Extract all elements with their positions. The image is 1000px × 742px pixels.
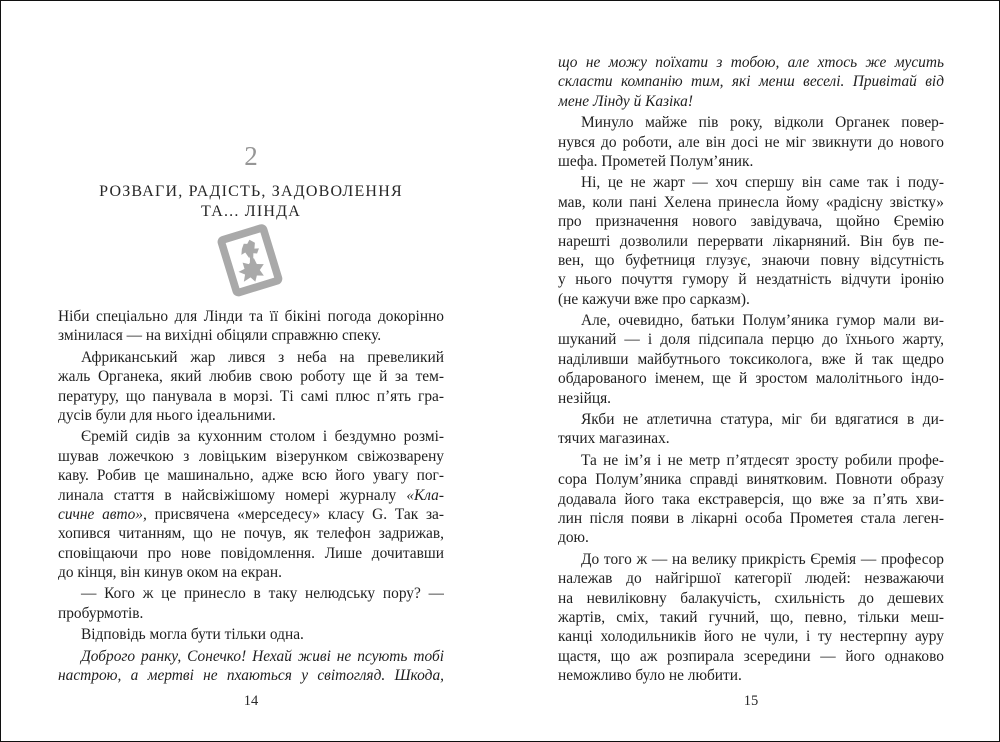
text-line: тячих магазинах. — [558, 430, 670, 448]
page-number-right: 15 — [743, 693, 759, 709]
text-line: шуканий — і доля підсипала перцю до їхнього жарту, — [558, 331, 944, 349]
text-line: Відповідь могла бути тільки одна. — [81, 626, 304, 644]
text-line: Єремій сидів за кухонним столом і бездумно розмі- — [81, 428, 444, 446]
text-line: сповіщаючи про нове повідомлення. Лише дочитавши — [58, 544, 444, 562]
chapter-title-line-2: ТА... ЛІНДА — [201, 203, 301, 220]
chapter-title — [58, 182, 444, 222]
text-line: що не можу поїхати з тобою, але хтось же мусить — [558, 54, 944, 71]
text-line: (не кажучи вже про сарказм). — [558, 290, 750, 308]
paragraph — [558, 410, 944, 449]
text-line: обдарованого іменем, ще й зростом малолітнього індо- — [558, 370, 944, 388]
text-line: Африканський жар лився з неба на превеликий — [81, 348, 444, 366]
text-line: — Кого ж це принесло в таку нелюдську пору? — — [81, 585, 444, 603]
text-line: лин після появи в лікарні особа Прометея стала леген- — [558, 509, 944, 527]
text-line: дою. — [558, 529, 589, 547]
text-line: у нього почуття гумору й нездатність відчути іронію — [558, 271, 944, 289]
text-line: вен, що буфетниця глузує, знаючи повну відсутність — [558, 251, 944, 269]
text-line: Ніби спеціально для Лінди та її бікіні погода докорінно — [58, 308, 444, 325]
text-line: хопився читанням, що не почув, як телефон задрижав, — [58, 525, 444, 543]
text-line: неможливо було не любити. — [558, 667, 742, 685]
stamp-ornament-icon — [214, 225, 288, 295]
text-line: щастя, що аж розпирала зсередини — його однаково — [558, 647, 944, 665]
text-line: шував ложечкою з ловіцьким візерунком свіжозварену — [58, 447, 444, 465]
paragraph — [58, 348, 444, 426]
text-line: До того ж — на велику прикрість Єремія — професор — [581, 550, 944, 568]
text-line: Минуло майже пів року, відколи Органек повер- — [581, 114, 944, 132]
text-line: на невиліковну балакучість, схильність до дешевих — [558, 589, 944, 607]
text-line: Ні, це не жарт — хоч спершу він саме так і поду- — [581, 174, 944, 192]
paragraph — [58, 307, 444, 346]
page-left-body — [58, 307, 444, 685]
chapter-title-line-1: РОЗВАГИ, РАДІСТЬ, ЗАДОВОЛЕННЯ — [99, 183, 403, 200]
text-line: мав, коли пані Хелена принесла йому «радісну звістку» — [558, 193, 944, 211]
text-line: належав до найгіршої категорії людей: незважаючи — [558, 570, 944, 588]
page-left — [58, 1, 444, 742]
page-right-body — [558, 53, 944, 686]
text-line: про призначення нового завідувача, щойно Єремію — [558, 213, 944, 231]
paragraph — [58, 427, 444, 582]
paragraph — [558, 113, 944, 171]
text-line: пературу, що панувала в морзі. Ті самі плюс п’ять гра- — [58, 387, 444, 405]
text-line: змінилася — на вихідні обіцяли справжню спеку. — [58, 327, 382, 345]
chapter-number: 2 — [244, 141, 258, 171]
paragraph — [558, 311, 944, 408]
text-line: пробурмотів. — [58, 604, 144, 622]
text-line: наділивши майбутнього токсиколога, вже й так щедро — [558, 350, 944, 368]
text-line: скласти компанію тим, які менш веселі. Привітай від — [558, 73, 944, 91]
text-line: Та не ім’я і не метр п’ятдесят зросту робили профе- — [581, 451, 944, 469]
paragraph — [58, 625, 444, 644]
paragraph — [558, 53, 944, 111]
text-line: линала стаття в найсвіжішому номері журналу «Кла- — [58, 486, 444, 504]
paragraph — [58, 584, 444, 623]
text-line: настрою, а мертві не пхаються у світогляд. Шкода, — [58, 667, 444, 685]
text-line: нарешті дозволили перервати лікарняний. Він був пе- — [558, 232, 944, 250]
paragraph — [558, 451, 944, 548]
text-line: жартів, сміх, такий гучний, що, певно, тільки меш- — [558, 608, 944, 626]
page-right — [558, 1, 944, 742]
page-number-left: 14 — [243, 693, 259, 709]
text-line: шефа. Прометей Полум’яник. — [558, 152, 754, 170]
text-line: до кінця, він кинув оком на екран. — [58, 564, 282, 582]
text-line: канці холодильників його не чули, і ту нестерпну ауру — [558, 628, 944, 646]
text-line: сора Полум’яника справді винятковим. Повноти образу — [558, 471, 944, 489]
paragraph — [558, 550, 944, 686]
paragraph — [58, 647, 444, 686]
text-line: жаль Органека, який любив свою роботу ще й за тем- — [58, 368, 444, 386]
text-line: Але, очевидно, батьки Полум’яника гумор мали ви- — [581, 312, 944, 330]
text-line: сичне авто», присвячена «мерседесу» класу G. Так за- — [58, 505, 444, 523]
text-line: нувся до роботи, але він досі не міг звикнути до нового — [558, 133, 944, 151]
text-line: мене Лінду й Казіка! — [558, 92, 693, 110]
text-line: незійця. — [558, 389, 612, 407]
paragraph — [558, 173, 944, 309]
text-line: Доброго ранку, Сонечко! Нехай живі не псують тобі — [81, 647, 444, 665]
text-line: каву. Робив це машинально, адже всю його увагу пог- — [58, 467, 444, 485]
text-line: Якби не атлетична статура, міг би вдягатися в ди- — [581, 411, 944, 429]
text-line: дусів були для нього ідеальними. — [58, 406, 276, 424]
text-line: додавала його така екстраверсія, що вже за п’ять хви- — [558, 490, 944, 508]
